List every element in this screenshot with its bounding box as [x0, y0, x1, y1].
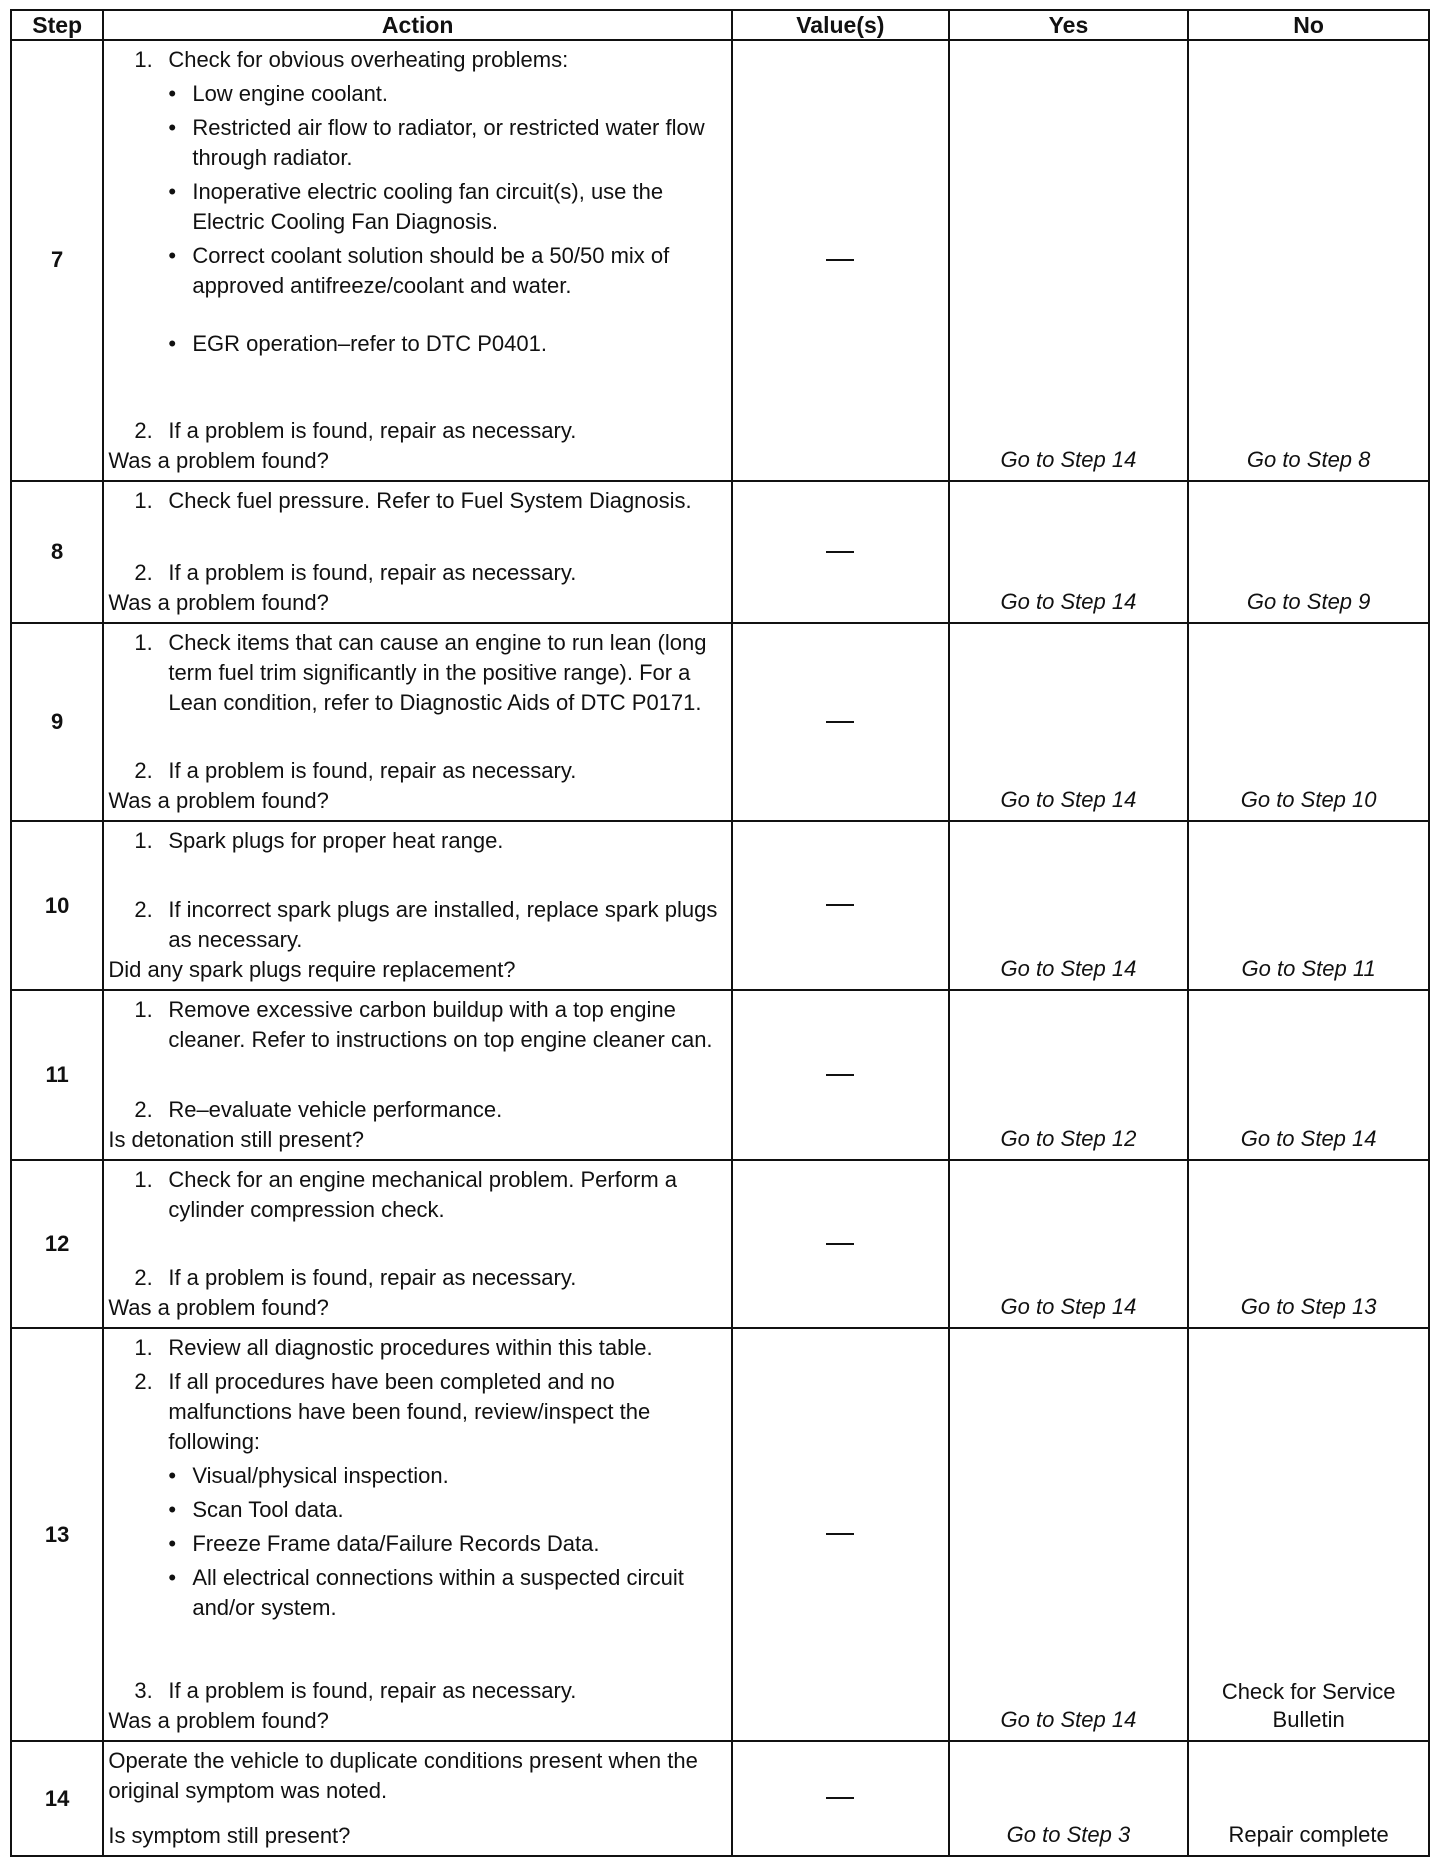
no-result: Go to Step 13 [1188, 1160, 1429, 1328]
yes-result: Go to Step 14 [949, 481, 1189, 623]
list-item: • Correct coolant solution should be a 50/50 mix of approved antifreeze/coolant and water. [168, 243, 670, 298]
table-row [11, 1328, 1429, 1741]
list-item: 1. Check items that can cause an engine to run lean (long term fuel trim significantly in the positive range). For a Lean condition, refer to Diagnostic Aids of DTC P0171. [134, 630, 707, 716]
question-text: Is symptom still present? [108, 1823, 351, 1848]
list-item: 1. Check fuel pressure. Refer to Fuel System Diagnosis. [134, 487, 692, 513]
list-item: • Scan Tool data. [168, 1496, 344, 1522]
step-number: 14 [11, 1741, 103, 1856]
action-cell [103, 481, 732, 623]
list-item: • EGR operation–refer to DTC P0401. [168, 331, 547, 356]
yes-result: Go to Step 14 [949, 1160, 1189, 1328]
list-item: 2. If incorrect spark plugs are installed, replace spark plugs as necessary. [134, 897, 718, 953]
step-number: 7 [11, 40, 103, 481]
question-text: Is detonation still present? [108, 1127, 364, 1153]
no-result: Repair complete [1188, 1741, 1429, 1856]
value-cell [732, 821, 949, 991]
value-dash [826, 1074, 854, 1076]
question-text: Was a problem found? [108, 447, 329, 473]
step-number: 9 [11, 623, 103, 820]
yes-result: Go to Step 12 [949, 990, 1189, 1160]
value-cell [732, 1160, 949, 1328]
action-cell [103, 821, 732, 991]
list-item: 2. If a problem is found, repair as necessary. [134, 560, 577, 586]
yes-result: Go to Step 3 [949, 1741, 1189, 1856]
list-item: 1. Review all diagnostic procedures within this table. [134, 1334, 653, 1360]
value-cell [732, 1328, 949, 1741]
step-number: 11 [11, 990, 103, 1160]
list-item: Operate the vehicle to duplicate conditions present when the original symptom was noted. [108, 1748, 698, 1804]
list-item: 2. If all procedures have been completed and no malfunctions have been found, review/inspect the following: [134, 1368, 651, 1454]
table-row [11, 40, 1429, 481]
question-text: Was a problem found? [108, 1708, 329, 1734]
value-dash [826, 1243, 854, 1245]
yes-result: Go to Step 14 [949, 1328, 1189, 1741]
value-cell [732, 40, 949, 481]
no-result: Go to Step 8 [1188, 40, 1429, 481]
list-item: • Restricted air flow to radiator, or restricted water flow through radiator. [168, 115, 705, 170]
list-item: 1. Remove excessive carbon buildup with a top engine cleaner. Refer to instructions on top engine cleaner can. [134, 997, 713, 1053]
list-item: 2. If a problem is found, repair as necessary. [134, 757, 577, 783]
action-cell [103, 40, 732, 481]
step-number: 8 [11, 481, 103, 623]
header-row [11, 10, 1429, 40]
no-result: Go to Step 9 [1188, 481, 1429, 623]
list-item: 3. If a problem is found, repair as necessary. [134, 1678, 577, 1704]
value-dash [826, 1533, 854, 1535]
value-dash [826, 904, 854, 906]
list-item: • Freeze Frame data/Failure Records Data. [168, 1530, 600, 1556]
table-row [11, 481, 1429, 623]
list-item: 2. If a problem is found, repair as necessary. [134, 417, 577, 443]
list-item: 1. Check for obvious overheating problems: [134, 47, 569, 72]
action-cell [103, 623, 732, 820]
header-yes: Yes [949, 10, 1189, 40]
table-row [11, 1741, 1429, 1856]
yes-result: Go to Step 14 [949, 623, 1189, 820]
table-row [11, 1160, 1429, 1328]
diagnostic-table [10, 9, 1430, 1857]
action-cell [103, 1741, 732, 1856]
yes-result: Go to Step 14 [949, 40, 1189, 481]
header-no: No [1188, 10, 1429, 40]
list-item: 1. Spark plugs for proper heat range. [134, 827, 504, 853]
list-item: • All electrical connections within a suspected circuit and/or system. [168, 1564, 684, 1620]
list-item: • Visual/physical inspection. [168, 1462, 449, 1488]
action-cell [103, 1328, 732, 1741]
no-result: Go to Step 14 [1188, 990, 1429, 1160]
action-cell [103, 1160, 732, 1328]
list-item: 2. Re–evaluate vehicle performance. [134, 1097, 503, 1123]
list-item: • Low engine coolant. [168, 81, 389, 106]
table-row [11, 990, 1429, 1160]
question-text: Did any spark plugs require replacement? [108, 957, 516, 983]
no-result: Go to Step 11 [1188, 821, 1429, 991]
no-result: Go to Step 10 [1188, 623, 1429, 820]
question-text: Was a problem found? [108, 787, 329, 813]
value-dash [826, 551, 854, 553]
value-cell [732, 481, 949, 623]
table-row [11, 623, 1429, 820]
value-cell [732, 623, 949, 820]
step-number: 10 [11, 821, 103, 991]
step-number: 13 [11, 1328, 103, 1741]
no-result: Check for Service Bulletin [1188, 1328, 1429, 1741]
header-step: Step [11, 10, 103, 40]
value-dash [826, 721, 854, 723]
value-dash [826, 259, 854, 261]
question-text: Was a problem found? [108, 590, 329, 616]
yes-result: Go to Step 14 [949, 821, 1189, 991]
list-item: 1. Check for an engine mechanical problem. Perform a cylinder compression check. [134, 1167, 678, 1223]
value-cell [732, 990, 949, 1160]
step-number: 12 [11, 1160, 103, 1328]
list-item: • Inoperative electric cooling fan circuit(s), use the Electric Cooling Fan Diagnosis. [168, 179, 664, 234]
question-text: Was a problem found? [108, 1294, 329, 1320]
value-dash [826, 1797, 854, 1799]
action-cell [103, 990, 732, 1160]
header-action: Action [103, 10, 732, 40]
header-values: Value(s) [732, 10, 949, 40]
list-item: 2. If a problem is found, repair as necessary. [134, 1264, 577, 1290]
value-cell [732, 1741, 949, 1856]
table-row [11, 821, 1429, 991]
